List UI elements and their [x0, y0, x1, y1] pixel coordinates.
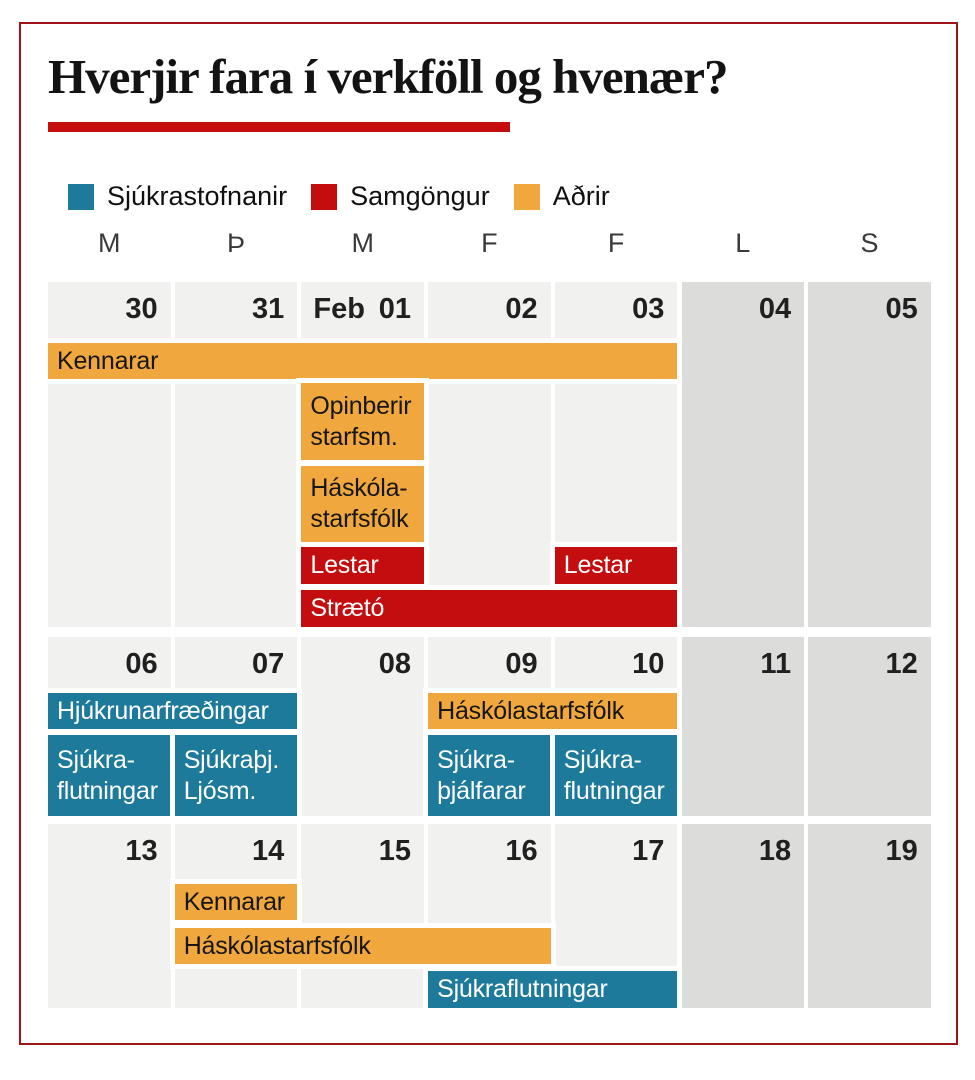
strike-bar-health [48, 735, 171, 816]
weekday-letter: M [351, 228, 374, 258]
strike-bar-label: Strætó [310, 594, 385, 622]
day-number: 31 [252, 293, 285, 325]
day-number: 08 [378, 648, 411, 680]
day-cell-12 [808, 637, 931, 816]
legend-label: Aðrir [552, 181, 610, 211]
day-cell-31 [175, 282, 298, 627]
strike-bar-other [175, 928, 551, 964]
strike-bar-label: þjálfarar [437, 776, 526, 805]
strike-bar-other [48, 343, 677, 379]
strike-bar-label: Hjúkrunarfræðingar [57, 696, 269, 725]
strike-bar-label: starfsm. [310, 422, 398, 451]
day-cell-02 [428, 282, 551, 627]
day-cell-04 [682, 282, 805, 627]
calendar-week-1 [0, 282, 975, 627]
day-number: 11 [760, 648, 792, 680]
day-number: 13 [125, 835, 158, 867]
day-number: 14 [252, 835, 285, 867]
strike-bar-label: Sjúkra- [437, 745, 515, 774]
day-number: 07 [252, 648, 285, 680]
weekday-letter: F [481, 228, 498, 258]
weekday-letter: M [98, 228, 121, 258]
strike-bar-label: Háskólastarfsfólk [437, 696, 625, 725]
strike-bar-label: Háskóla- [310, 474, 408, 502]
legend-label: Sjúkrastofnanir [107, 181, 288, 211]
day-cell-18 [682, 824, 805, 1008]
legend-label: Samgöngur [350, 181, 490, 211]
strike-bar-other [175, 884, 298, 920]
strike-bar-transport [555, 547, 678, 584]
weekday-letter: Þ [226, 228, 245, 258]
strike-bar-health [428, 971, 677, 1008]
strike-bar-health [48, 693, 297, 729]
day-number: 06 [125, 648, 158, 680]
page-title: Hverjir fara í verkföll og hvenær? [48, 49, 728, 104]
strike-bar-label: Kennarar [57, 346, 159, 375]
day-cell-30 [48, 282, 171, 627]
strike-bar-label: Lestar [310, 551, 379, 579]
day-number: 12 [885, 648, 918, 680]
strike-bar-label: starfsfólk [310, 505, 409, 533]
strike-bar-label: flutningar [57, 776, 158, 805]
day-cell-05 [808, 282, 931, 627]
strike-bar-other [301, 466, 424, 542]
day-number: 10 [632, 648, 665, 680]
strike-bar-other [428, 693, 677, 729]
day-number: 17 [632, 835, 665, 867]
calendar-week-2 [0, 637, 975, 816]
strike-bar-health [428, 735, 551, 816]
strike-bar-label: Ljósm. [183, 776, 257, 805]
strike-bar-other [301, 383, 424, 460]
day-number: 30 [125, 293, 158, 325]
strike-bar-label: Sjúkraþj. [183, 745, 280, 774]
calendar-week-3 [0, 824, 975, 1008]
day-number: 05 [885, 293, 918, 325]
strike-bar-label: Lestar [563, 551, 633, 579]
strike-bar-label: Sjúkra- [563, 745, 642, 774]
strike-bar-label: Opinberir [310, 391, 412, 420]
day-cell-08 [301, 637, 424, 816]
day-cell-13 [48, 824, 171, 1008]
day-number: 03 [632, 293, 665, 325]
strike-bar-label: flutningar [563, 776, 665, 805]
day-number: 09 [505, 648, 538, 680]
strike-bar-health [175, 735, 298, 816]
day-number: 01 [378, 293, 411, 325]
day-number: 02 [505, 293, 538, 325]
weekday-letter: F [607, 228, 625, 258]
strike-bar-transport [301, 547, 424, 584]
strike-bar-health [555, 735, 678, 816]
day-cell-11 [682, 637, 805, 816]
day-number: 19 [885, 835, 918, 867]
strike-bar-label: Sjúkraflutningar [437, 975, 608, 1003]
strike-bar-transport [301, 590, 677, 627]
day-number: 15 [378, 835, 411, 867]
weekday-letter: S [860, 228, 879, 258]
day-number: 04 [758, 293, 792, 325]
day-cell-19 [808, 824, 931, 1008]
day-cell-15 [301, 824, 424, 1008]
day-number: 18 [758, 835, 792, 867]
strike-bar-label: Sjúkra- [57, 745, 135, 774]
weekday-letter: L [735, 228, 751, 258]
strike-bar-label: Háskólastarfsfólk [183, 931, 371, 960]
strike-bar-label: Kennarar [183, 887, 285, 916]
day-number: 16 [505, 835, 538, 867]
month-label: Feb [313, 293, 365, 325]
